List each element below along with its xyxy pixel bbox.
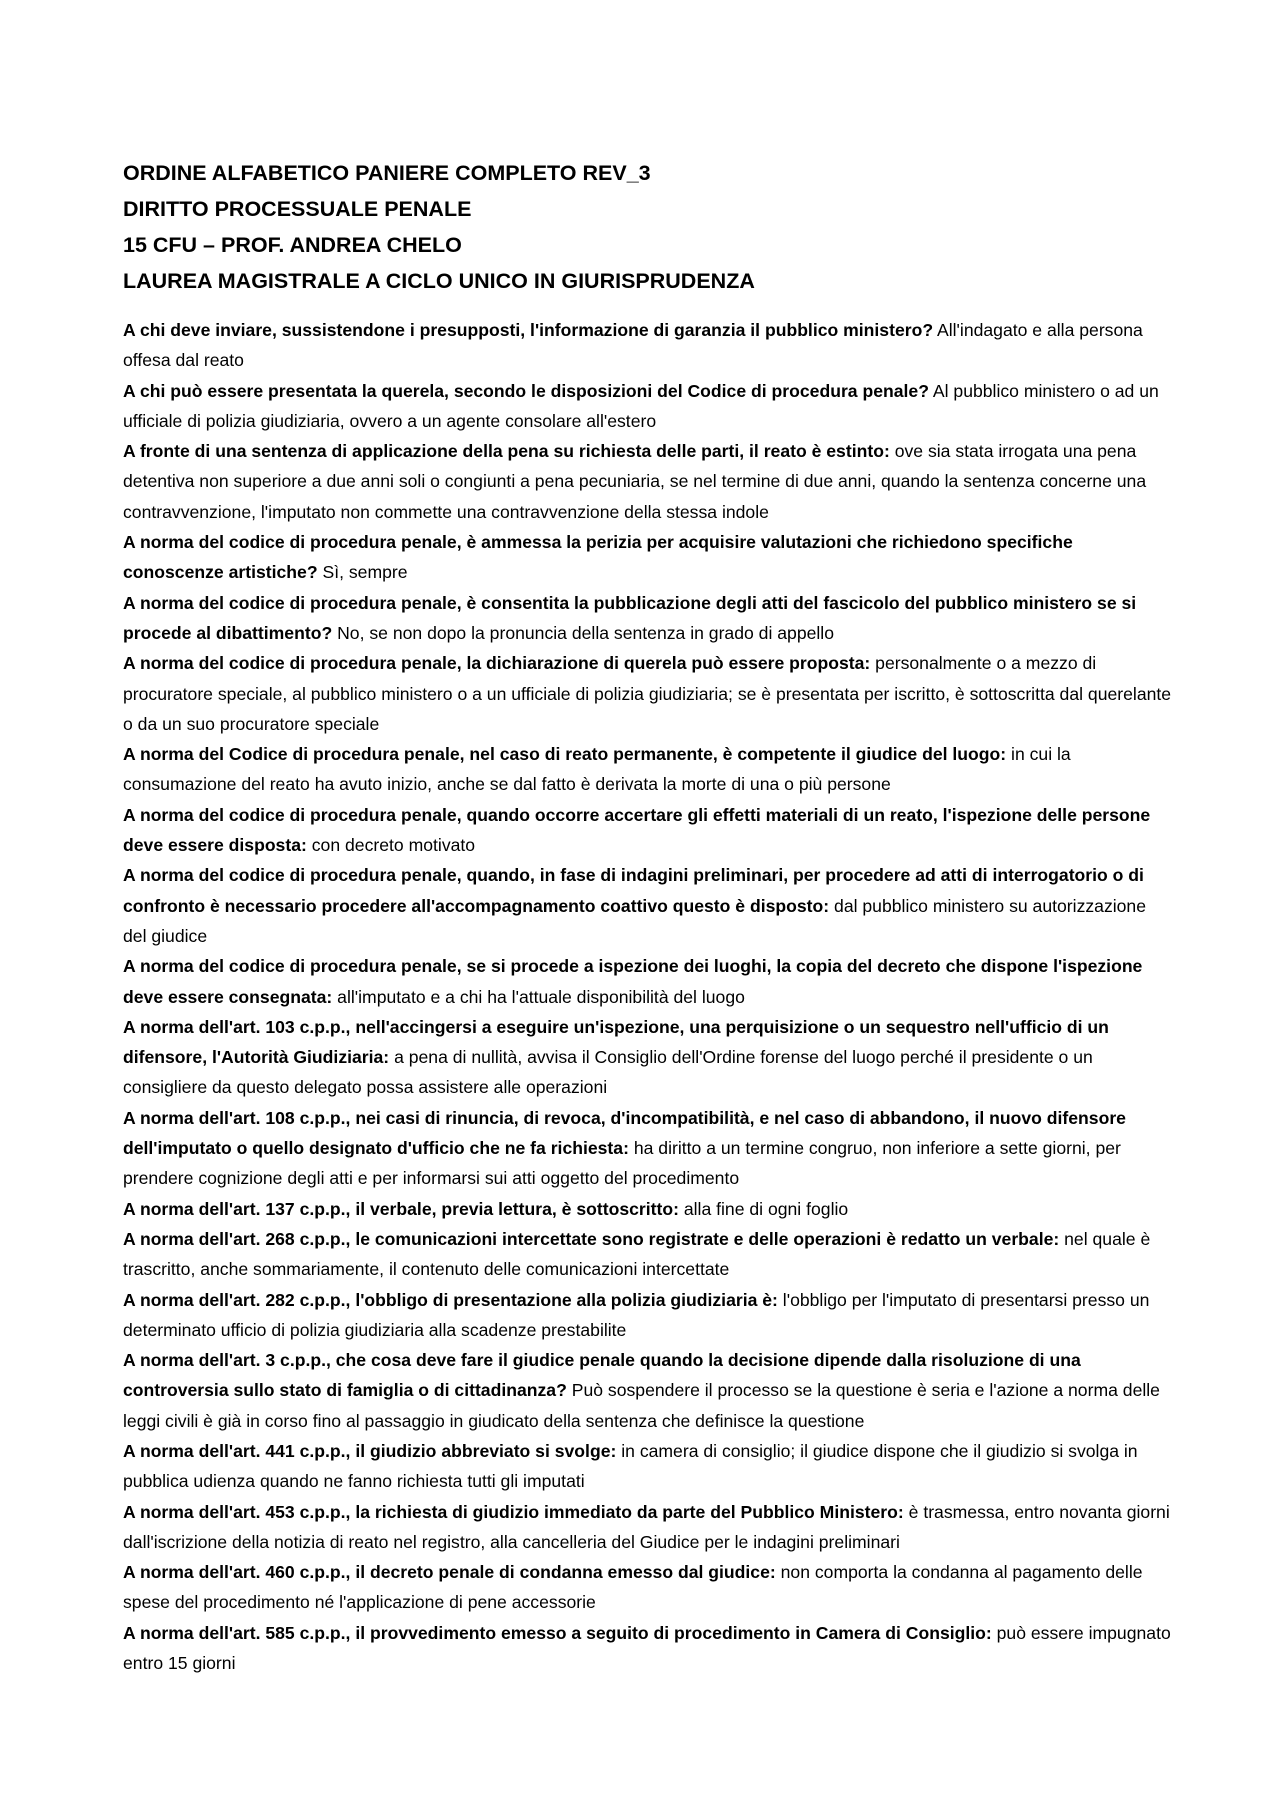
answer: Può sospendere il processo se la questione è seria e l'azione a norma delle leggi civili è già in corso fino al passaggio in giudicato della sentenza che definisce la questione (123, 1380, 1160, 1431)
answer: ove sia stata irrogata una pena detentiva non superiore a due anni soli o congiunti a pena pecuniaria, se nel termine di due anni, quando la sentenza concerne una contravvenzione, l'imputato non commette una contravvenzione della stessa indole (123, 441, 1147, 522)
answer: può essere impugnato entro 15 giorni (123, 1622, 1171, 1674)
answer: con decreto motivato (311, 835, 476, 856)
question: A norma dell'art. 268 c.p.p., le comunicazioni intercettate sono registrate e delle operazioni è redatto un verbale: (123, 1228, 1060, 1249)
question: A norma dell'art. 3 c.p.p., che cosa deve fare il giudice penale quando la decisione dipende dalla risoluzione di una controversia sullo stato di famiglia o di cittadinanza? (123, 1350, 1081, 1401)
answer: non comporta la condanna al pagamento delle spese del procedimento né l'applicazione di pene accessorie (123, 1562, 1143, 1613)
answer: a pena di nullità, avvisa il Consiglio dell'Ordine forense del luogo perché il presidente o un consigliere da questo delegato possa assistere alle operazioni (123, 1047, 1093, 1098)
question: A norma del codice di procedura penale, quando, in fase di indagini preliminari, per procedere ad atti di interrogatorio o di confronto è necessario procedere all'accompagnamento coattivo questo è disposto: (123, 865, 1144, 916)
qa-item (123, 1285, 1173, 1346)
question: A norma del codice di procedura penale, è consentita la pubblicazione degli atti del fascicolo del pubblico ministero se si procede al dibattimento? (123, 592, 1137, 643)
answer: in camera di consiglio; il giudice dispone che il giudizio si svolga in pubblica udienza quando ne fanno richiesta tutti gli imputati (123, 1440, 1138, 1492)
document-page (123, 155, 1173, 1678)
answer: All'indagato e alla persona offesa dal reato (123, 320, 1143, 371)
answer: Sì, sempre (322, 562, 408, 583)
question: A chi deve inviare, sussistendone i presupposti, l'informazione di garanzia il pubblico ministero? (123, 320, 934, 340)
question: A norma del Codice di procedura penale, nel caso di reato permanente, è competente il giudice del luogo: (123, 744, 1007, 765)
qa-item (123, 1224, 1173, 1285)
qa-item (123, 1194, 1173, 1224)
question: A norma del codice di procedura penale, se si procede a ispezione dei luoghi, la copia del decreto che dispone l'ispezione deve essere consegnata: (123, 956, 1143, 1007)
question: A norma dell'art. 453 c.p.p., la richiesta di giudizio immediato da parte del Pubblico Ministero: (123, 1501, 904, 1522)
qa-item (123, 860, 1173, 951)
question: A norma del codice di procedura penale, è ammessa la perizia per acquisire valutazioni che richiedono specifiche conoscenze artistiche? (123, 532, 1073, 583)
answer: No, se non dopo la pronuncia della sentenza in grado di appello (337, 622, 834, 643)
answer: personalmente o a mezzo di procuratore speciale, al pubblico ministero o a un ufficiale di polizia giudiziaria; se è presentata per iscritto, è sottoscritta dal querelante o da un suo procuratore speciale (123, 653, 1172, 734)
question: A chi può essere presentata la querela, secondo le disposizioni del Codice di procedura penale? (123, 380, 929, 401)
qa-item (123, 376, 1173, 437)
question: A norma dell'art. 585 c.p.p., il provvedimento emesso a seguito di procedimento in Camera di Consiglio: (123, 1622, 992, 1643)
qa-list (123, 315, 1173, 1678)
header-subject: DIRITTO PROCESSUALE PENALE (123, 197, 472, 221)
question: A fronte di una sentenza di applicazione della pena su richiesta delle parti, il reato è estinto: (123, 441, 890, 462)
qa-item (123, 1557, 1173, 1618)
qa-item (123, 800, 1173, 861)
question: A norma del codice di procedura penale, quando occorre accertare gli effetti materiali di un reato, l'ispezione delle persone deve essere disposta: (123, 804, 1151, 856)
answer: l'obbligo per l'imputato di presentarsi presso un determinato ufficio di polizia giudiziaria alla scadenze prestabilite (123, 1289, 1150, 1340)
question: A norma dell'art. 460 c.p.p., il decreto penale di condanna emesso dal giudice: (123, 1562, 776, 1583)
question: A norma dell'art. 137 c.p.p., il verbale, previa lettura, è sottoscritto: (123, 1198, 679, 1219)
question: A norma dell'art. 441 c.p.p., il giudizio abbreviato si svolge: (123, 1440, 617, 1461)
qa-item (123, 1345, 1173, 1436)
answer: dal pubblico ministero su autorizzazione del giudice (123, 895, 1147, 946)
qa-item (123, 1103, 1173, 1194)
qa-item (123, 436, 1173, 527)
answer: ha diritto a un termine congruo, non inferiore a sette giorni, per prendere cognizione degli atti e per informarsi sui atti oggetto del procedimento (123, 1138, 1121, 1189)
question: A norma dell'art. 282 c.p.p., l'obbligo di presentazione alla polizia giudiziaria è: (123, 1289, 778, 1310)
qa-item (123, 648, 1173, 739)
qa-item (123, 1497, 1173, 1558)
question: A norma dell'art. 103 c.p.p., nell'accingersi a eseguire un'ispezione, una perquisizione o un sequestro nell'ufficio di un difensore, l'Autorità Giudiziaria: (123, 1016, 1109, 1068)
answer: in cui la consumazione del reato ha avuto inizio, anche se dal fatto è derivata la morte di una o più persone (123, 744, 1071, 795)
qa-item (123, 1436, 1173, 1497)
qa-item (123, 588, 1173, 649)
answer: all'imputato e a chi ha l'attuale disponibilità del luogo (337, 986, 745, 1007)
qa-item (123, 951, 1173, 1012)
answer: Al pubblico ministero o ad un ufficiale di polizia giudiziaria, ovvero a un agente consolare all'estero (123, 380, 1159, 431)
header-degree: LAUREA MAGISTRALE A CICLO UNICO IN GIURISPRUDENZA (123, 269, 755, 293)
header-credits-professor: 15 CFU – PROF. ANDREA CHELO (123, 233, 462, 257)
answer: nel quale è trascritto, anche sommariamente, il contenuto delle comunicazioni intercettate (123, 1228, 1151, 1280)
qa-item (123, 527, 1173, 588)
answer: alla fine di ogni foglio (683, 1198, 849, 1219)
qa-item (123, 1012, 1173, 1103)
question: A norma del codice di procedura penale, la dichiarazione di querela può essere proposta: (123, 653, 871, 674)
document-header (123, 155, 1173, 299)
answer: è trasmessa, entro novanta giorni dall'iscrizione della notizia di reato nel registro, alla cancelleria del Giudice per le indagini preliminari (123, 1501, 1170, 1552)
qa-item (123, 315, 1173, 376)
qa-item (123, 1618, 1173, 1679)
qa-item (123, 739, 1173, 800)
header-title: ORDINE ALFABETICO PANIERE COMPLETO REV_3 (123, 161, 651, 185)
question: A norma dell'art. 108 c.p.p., nei casi di rinuncia, di revoca, d'incompatibilità, e nel caso di abbandono, il nuovo difensore dell'imputato o quello designato d'ufficio che ne fa richiesta: (123, 1107, 1126, 1159)
